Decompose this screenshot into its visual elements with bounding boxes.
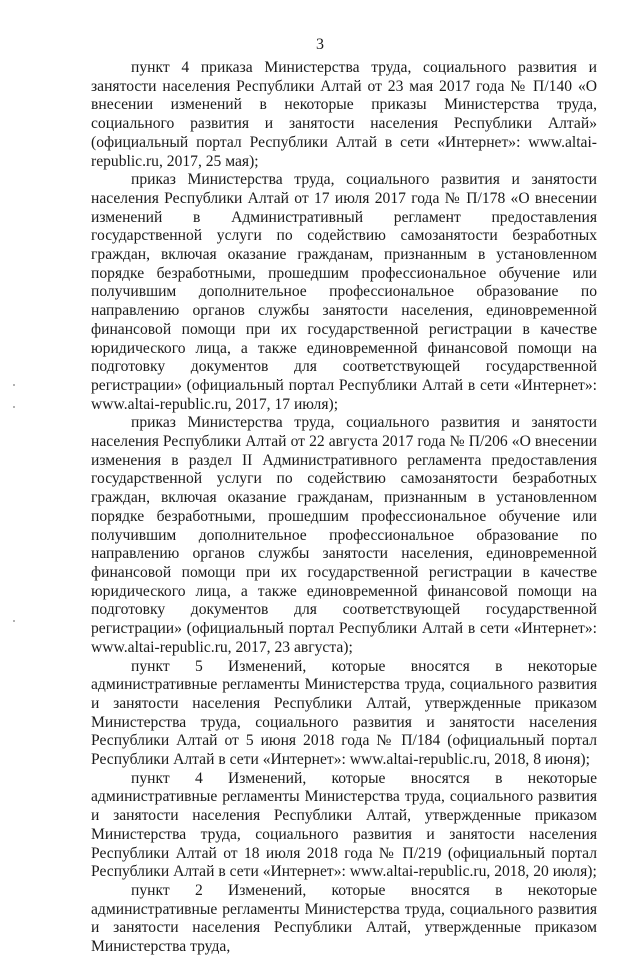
scan-speck [13,384,15,386]
scan-speck [13,406,15,408]
paragraph-item-2-continued: пункт 2 Изменений, которые вносятся в некоторые административные регламенты Министерства труда, социального развития и занятости населения Республики Алтай, утвержденные приказом Министерства труда, [91,881,597,956]
paragraph-item-4-order-219: пункт 4 Изменений, которые вносятся в некоторые административные регламенты Министерства труда, социального развития и занятости населения Республики Алтай, утвержденные приказом Министерства труда, социального развития и занятости населения Республики Алтай от 18 июля 2018 года № П/219 (официальный портал Республики Алтай в сети «Интернет»: www.altai-republic.ru, 2018, 20 июля); [91,769,597,881]
page-number: 3 [316,36,324,53]
paragraph-order-178: приказ Министерства труда, социального развития и занятости населения Республики Алтай от 17 июля 2017 года № П/178 «О внесении изменений в Административный регламент предоставления государственной услуги по содействию самозанятости безработных граждан, включая оказание гражданам, признанным в установленном порядке безработными, прошедшим профессиональное обучение или получившим дополнительное профессиональное образование по направлению органов службы занятости населения, единовременной финансовой помощи при их государственной регистрации в качестве юридического лица, а также единовременной финансовой помощи на подготовку документов для соответствующей государственной регистрации» (официальный портал Республики Алтай в сети «Интернет»: www.altai-republic.ru, 2017, 17 июля); [91,171,597,413]
paragraph-item-4-order-140: пункт 4 приказа Министерства труда, социального развития и занятости населения Республики Алтай от 23 мая 2017 года № П/140 «О внесении изменений в некоторые приказы Министерства труда, социального развития и занятости населения Республики Алтай» (официальный портал Республики Алтай в сети «Интернет»: www.altai-republic.ru, 2017, 25 мая); [91,59,597,170]
document-body [91,59,597,957]
paragraph-item-5-order-184: пункт 5 Изменений, которые вносятся в некоторые административные регламенты Министерства труда, социального развития и занятости населения Республики Алтай, утвержденные приказом Министерства труда, социального развития и занятости населения Республики Алтай от 5 июня 2018 года № П/184 (официальный портал Республики Алтай в сети «Интернет»: www.altai-republic.ru, 2018, 8 июня); [91,657,597,769]
scan-speck [13,620,15,622]
paragraph-order-206: приказ Министерства труда, социального развития и занятости населения Республики Алтай от 22 августа 2017 года № П/206 «О внесении изменения в раздел II Административного регламента предоставления государственной услуги по содействию самозанятости безработных граждан, включая оказание гражданам, признанным в установленном порядке безработными, прошедшим профессиональное обучение или получившим дополнительное профессиональное образование по направлению органов службы занятости населения, единовременной финансовой помощи при их государственной регистрации в качестве юридического лица, а также единовременной финансовой помощи на подготовку документов для соответствующей государственной регистрации» (официальный портал Республики Алтай в сети «Интернет»: www.altai-republic.ru, 2017, 23 августа); [91,414,597,656]
